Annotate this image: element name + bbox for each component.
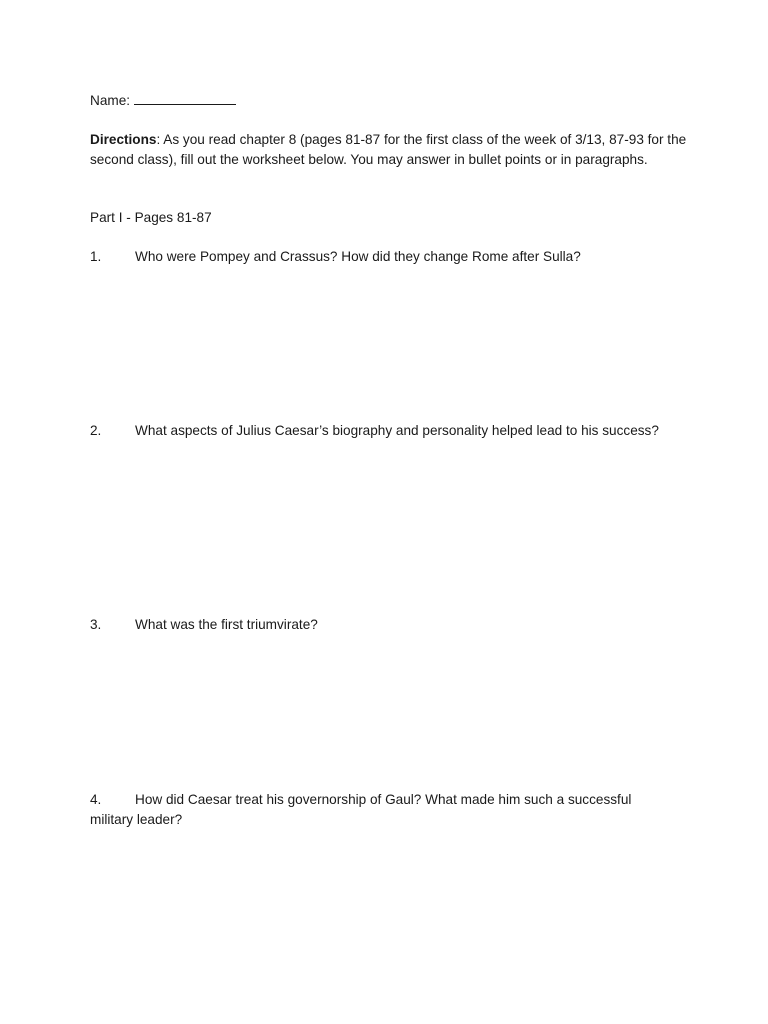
question-number: 3. [90,617,102,632]
question-2 [90,421,659,441]
question-number: 4. [90,792,102,807]
question-3 [90,615,318,635]
directions-label: Directions [90,132,157,147]
name-line [90,91,236,111]
question-text: What was the first triumvirate? [135,617,318,632]
directions-text: : As you read chapter 8 (pages 81-87 for the first class of the week of 3/13, 87-93 for the second class), fill out the worksheet below. You may answer in bullet points or in paragraphs. [90,132,687,167]
part-title: Part I - Pages 81-87 [90,210,212,225]
directions-paragraph [90,130,690,170]
question-1 [90,247,581,267]
name-label: Name: [90,93,131,108]
question-text: Who were Pompey and Crassus? How did they change Rome after Sulla? [135,249,581,264]
question-text: What aspects of Julius Caesar’s biography and personality helped lead to his success? [135,423,659,438]
question-4 [90,790,650,830]
name-blank[interactable] [134,91,236,105]
question-text: How did Caesar treat his governorship of Gaul? What made him such a successful military leader? [90,792,632,827]
question-number: 2. [90,423,102,438]
question-number: 1. [90,249,102,264]
